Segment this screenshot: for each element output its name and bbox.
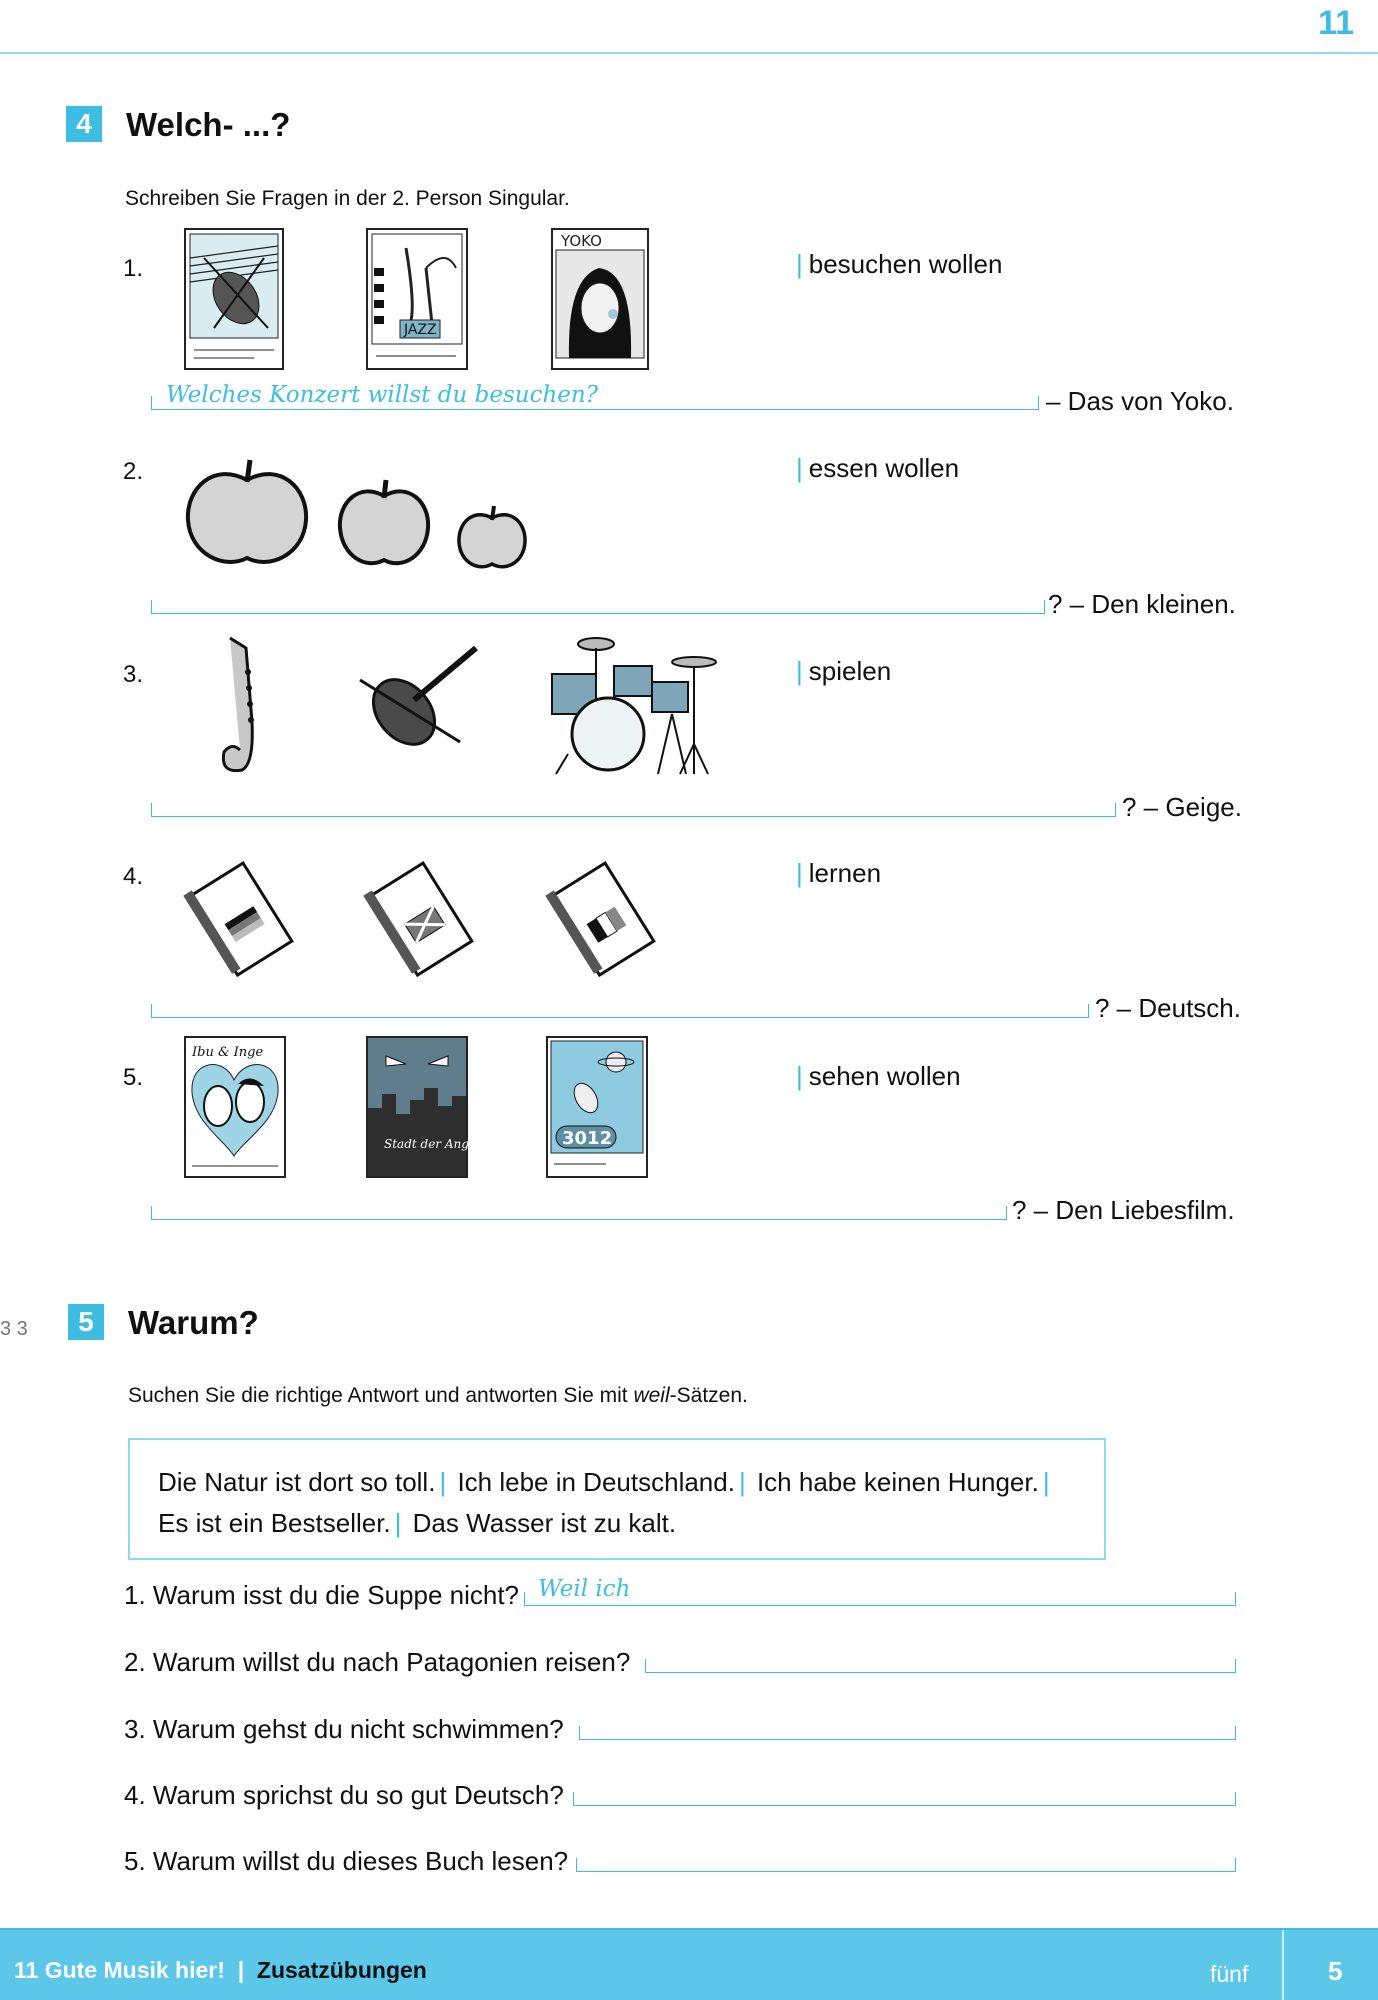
saxophone-image — [212, 632, 288, 778]
dictionary-german-image — [186, 858, 298, 978]
footer-page-number: 5 — [1328, 1956, 1343, 1986]
question-3-answer-line[interactable] — [579, 1726, 1236, 1740]
option-nature: Die Natur ist dort so toll. — [158, 1467, 436, 1497]
yoko-poster-label: YOKO — [561, 232, 602, 250]
jazz-poster-image — [366, 228, 468, 370]
item-4-verb: | lernen — [796, 858, 882, 888]
task-4-instruction: Schreiben Sie Fragen in der 2. Person Singular. — [125, 187, 570, 210]
item-2-number: 2. — [123, 458, 144, 485]
item-3-number: 3. — [123, 661, 144, 688]
task-5-title: Warum? — [128, 1304, 259, 1341]
question-2: 2. Warum willst du nach Patagonien reisen? — [124, 1647, 631, 1677]
jazz-poster-label: JAZZ — [404, 322, 437, 338]
task-5-badge: 5 — [68, 1304, 104, 1340]
apple-medium-image — [336, 478, 432, 570]
item-1-number: 1. — [123, 255, 144, 282]
question-4-answer-line[interactable] — [573, 1792, 1236, 1806]
item-2-reply: ? – Den kleinen. — [1048, 589, 1236, 619]
answer-options-box — [128, 1438, 1106, 1560]
question-3: 3. Warum gehst du nicht schwimmen? — [124, 1714, 564, 1744]
romance-poster-title: Ibu & Inge — [192, 1045, 264, 1060]
footer-divider — [1282, 1930, 1284, 2000]
item-3-verb: | spielen — [796, 656, 892, 686]
question-5-answer-line[interactable] — [576, 1858, 1236, 1872]
task-4-title: Welch- ...? — [126, 106, 291, 143]
option-hunger: Ich habe keinen Hunger. — [756, 1467, 1039, 1497]
question-1-answer-line[interactable] — [524, 1592, 1236, 1606]
footer-page-word: fünf — [1210, 1961, 1249, 1987]
task-5-instruction: Suchen Sie die richtige Antwort und antworten Sie mit weil-Sätzen. — [128, 1384, 748, 1407]
apple-small-image — [456, 504, 528, 572]
dictionary-english-image — [366, 858, 478, 978]
item-3-answer-line[interactable] — [151, 803, 1116, 817]
item-4-reply: ? – Deutsch. — [1095, 993, 1241, 1023]
item-1-reply: – Das von Yoko. — [1046, 386, 1234, 416]
question-2-answer-line[interactable] — [645, 1659, 1236, 1673]
horror-poster-title: Stadt der Angst — [384, 1137, 480, 1151]
item-5-number: 5. — [123, 1064, 144, 1091]
option-bestseller: Es ist ein Bestseller. — [158, 1508, 391, 1538]
horror-poster-image — [366, 1036, 480, 1178]
drum-kit-image — [548, 634, 718, 778]
item-4-number: 4. — [123, 863, 144, 890]
item-2-answer-line[interactable] — [151, 600, 1045, 614]
question-1: 1. Warum isst du die Suppe nicht? — [124, 1580, 520, 1610]
dictionary-french-image — [548, 858, 660, 978]
romance-poster-image — [184, 1036, 286, 1178]
item-1-example-answer: Welches Konzert willst du besuchen? — [166, 382, 599, 408]
item-5-reply: ? – Den Liebesfilm. — [1012, 1195, 1235, 1225]
violin-poster-image — [184, 228, 284, 370]
question-5: 5. Warum willst du dieses Buch lesen? — [124, 1846, 569, 1876]
option-water: Das Wasser ist zu kalt. — [412, 1508, 677, 1538]
violin-image — [352, 642, 486, 754]
item-5-answer-line[interactable] — [151, 1206, 1007, 1220]
option-germany: Ich lebe in Deutschland. — [457, 1467, 735, 1497]
item-4-answer-line[interactable] — [151, 1004, 1089, 1018]
apple-large-image — [184, 458, 310, 570]
item-2-verb: | essen wollen — [796, 453, 960, 483]
scifi-poster-title: 3012 — [562, 1128, 613, 1149]
question-1-example-answer: Weil ich — [538, 1576, 631, 1602]
question-4: 4. Warum sprichst du so gut Deutsch? — [124, 1780, 564, 1810]
chapter-number-top: 11 — [1318, 4, 1354, 42]
yoko-poster-image — [551, 228, 649, 370]
header-rule — [0, 52, 1378, 54]
scifi-poster-image — [546, 1036, 648, 1178]
footer-chapter: 11 Gute Musik hier! | Zusatzübungen — [14, 1957, 427, 1983]
item-5-verb: | sehen wollen — [796, 1061, 961, 1091]
task-4-badge: 4 — [66, 106, 102, 142]
answer-options-line-1: Die Natur ist dort so toll. | Ich lebe in Deutschland. | Ich habe keinen Hunger. | — [158, 1467, 1050, 1497]
answer-options-line-2: Es ist ein Bestseller. | Das Wasser ist zu kalt. — [158, 1508, 677, 1538]
margin-reference: 3 3 — [0, 1318, 28, 1340]
item-3-reply: ? – Geige. — [1122, 792, 1242, 822]
item-1-verb: | besuchen wollen — [796, 249, 1003, 279]
